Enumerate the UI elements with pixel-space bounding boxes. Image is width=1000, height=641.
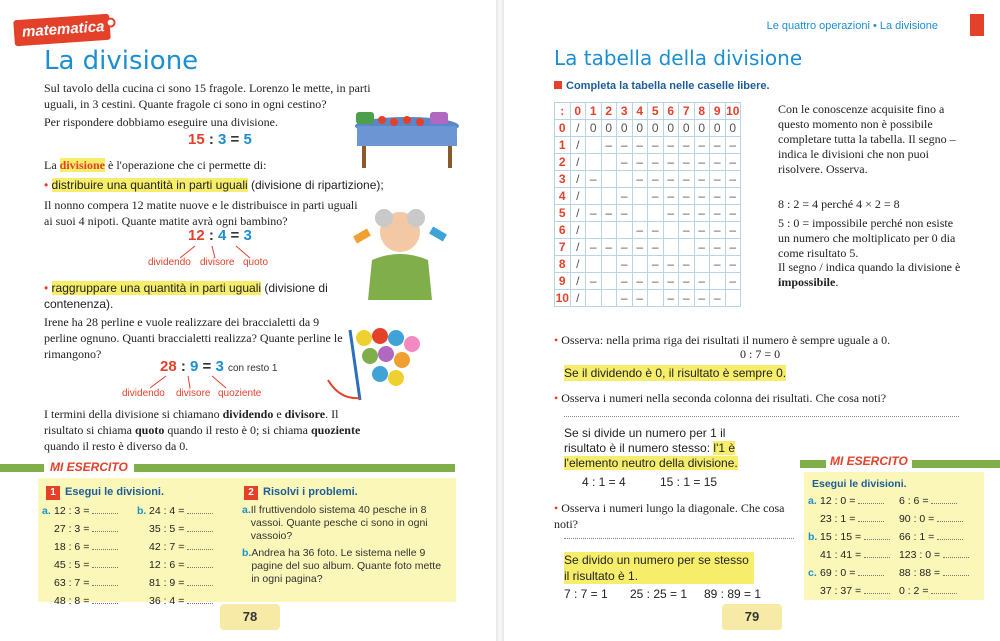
table-row-header: 3 bbox=[555, 171, 571, 188]
table-cell: 0 bbox=[617, 120, 633, 137]
observation-1-rule: Se il dividendo è 0, il risultato è sempre 0. bbox=[564, 366, 787, 380]
table-cell: / bbox=[570, 154, 586, 171]
table-col-header: 5 bbox=[648, 103, 664, 120]
table-cell: – bbox=[694, 137, 710, 154]
table-cell: – bbox=[663, 205, 679, 222]
problem-beads: Irene ha 28 perline e vuole realizzare dei braccialetti da 9 perline ognuno. Quanti braccialetti realizza? Quante perline le rimangono? bbox=[44, 315, 343, 361]
observation-2-answer: Se si divide un numero per 1 il risultato è il numero stesso: l'1 è l'elemento neutro della divisione. bbox=[564, 426, 738, 470]
table-cell: / bbox=[570, 188, 586, 205]
observation-3-eq-3: 89 : 89 = 1 bbox=[704, 587, 762, 601]
table-cell: – bbox=[694, 171, 710, 188]
table-cell: – bbox=[725, 239, 741, 256]
table-cell: 0 bbox=[663, 120, 679, 137]
table-cell: – bbox=[586, 205, 602, 222]
observation-3-eq-1: 7 : 7 = 1 bbox=[564, 587, 608, 601]
table-cell[interactable] bbox=[601, 154, 617, 171]
answer-blank[interactable] bbox=[187, 560, 213, 568]
table-cell: – bbox=[694, 273, 710, 290]
table-cell[interactable] bbox=[601, 256, 617, 273]
exercise-2-box: 2 Risolvi i problemi. a. Il fruttivendolo sistema 40 pesche in 8 vassoi. Quante pesche ci sono in ogni vassoio? b. Andrea ha 36 foto. Le sistema nelle 9 pagine del suo album. Quante foto mette in ogni pagina? bbox=[236, 478, 456, 602]
table-cell: – bbox=[617, 205, 633, 222]
answer-line[interactable] bbox=[564, 416, 959, 417]
table-cell: – bbox=[725, 171, 741, 188]
table-cell: – bbox=[601, 205, 617, 222]
table-cell[interactable] bbox=[663, 222, 679, 239]
table-cell[interactable] bbox=[586, 188, 602, 205]
table-row-header: 0 bbox=[555, 120, 571, 137]
table-cell[interactable] bbox=[601, 188, 617, 205]
table-cell[interactable] bbox=[648, 205, 664, 222]
grandfather-illustration bbox=[350, 200, 450, 300]
table-cell: – bbox=[663, 256, 679, 273]
exercise-right-box: Esegui le divisioni. a. 12 : 0 = 23 : 1 = b. 15 : 15 = 41 : 41 = c. 69 : 0 = 37 : 37 = 6 : 6 = 90 : 0 = 66 : 1 = 123 : 0 = 88 : 88 = 0 : 2 = bbox=[804, 472, 984, 600]
observation-1: • Osserva: nella prima riga dei risultati il numero è sempre uguale a 0. bbox=[554, 333, 891, 347]
observation-3-eq-2: 25 : 25 = 1 bbox=[630, 587, 688, 601]
right-page bbox=[504, 0, 1000, 641]
page-title: La divisione bbox=[44, 46, 199, 76]
exercise-right-col-left: a. 12 : 0 = 23 : 1 = b. 15 : 15 = 41 : 41 = c. 69 : 0 = 37 : 37 = bbox=[808, 492, 899, 600]
intro-note: Per rispondere dobbiamo eseguire una divisione. bbox=[44, 115, 278, 129]
table-cell[interactable] bbox=[601, 290, 617, 307]
header-marker bbox=[970, 14, 984, 36]
answer-blank[interactable] bbox=[931, 586, 957, 594]
table-cell: 0 bbox=[694, 120, 710, 137]
table-col-header: 1 bbox=[586, 103, 602, 120]
terms-paragraph: I termini della divisione si chiamano dividendo e divisore. Il risultato si chiama quoto quando il resto è 0; si chiama quoziente quando il resto è diverso da 0. bbox=[44, 407, 361, 453]
table-cell[interactable] bbox=[710, 273, 726, 290]
table-cell: – bbox=[725, 205, 741, 222]
equation-3: 28 : 9 = 3 con resto 1 bbox=[160, 358, 278, 375]
table-cell: – bbox=[663, 273, 679, 290]
beads-illustration bbox=[320, 320, 440, 410]
table-cell: – bbox=[648, 256, 664, 273]
table-cell: – bbox=[663, 171, 679, 188]
example-equation: 8 : 2 = 4 perché 4 × 2 = 8 bbox=[778, 197, 900, 211]
table-col-header: 6 bbox=[663, 103, 679, 120]
table-cell: 0 bbox=[679, 120, 695, 137]
equation-1: 15 : 3 = 5 bbox=[188, 131, 252, 148]
answer-blank[interactable] bbox=[187, 524, 213, 532]
strawberry-table-illustration bbox=[352, 104, 462, 170]
answer-blank[interactable] bbox=[187, 506, 213, 514]
table-col-header: 9 bbox=[710, 103, 726, 120]
exercise-title: MI ESERCITO bbox=[44, 460, 134, 474]
table-cell: 0 bbox=[586, 120, 602, 137]
label-quoziente: quoziente bbox=[218, 388, 262, 399]
table-cell: – bbox=[632, 171, 648, 188]
table-cell: – bbox=[601, 137, 617, 154]
table-cell[interactable] bbox=[586, 154, 602, 171]
table-cell: – bbox=[632, 290, 648, 307]
table-col-header: 4 bbox=[632, 103, 648, 120]
problem-b: Andrea ha 36 foto. Le sistema nelle 9 pagine del suo album. Quante foto mette in ogni pagina? bbox=[251, 547, 442, 585]
table-cell: – bbox=[648, 239, 664, 256]
table-cell: 0 bbox=[632, 120, 648, 137]
table-cell: – bbox=[694, 239, 710, 256]
table-cell: – bbox=[710, 137, 726, 154]
observation-3: • Osserva i numeri lungo la diagonale. Che cosa noti? bbox=[554, 501, 785, 531]
table-cell: – bbox=[694, 205, 710, 222]
table-cell: / bbox=[570, 239, 586, 256]
table-cell: – bbox=[725, 154, 741, 171]
observation-3-rule: Se divido un numero per se stesso il risultato è 1. bbox=[564, 552, 754, 584]
table-row-header: 2 bbox=[555, 154, 571, 171]
table-corner: : bbox=[555, 103, 571, 120]
table-cell: – bbox=[679, 188, 695, 205]
table-cell[interactable] bbox=[632, 256, 648, 273]
table-col-header: 0 bbox=[570, 103, 586, 120]
table-col-header: 2 bbox=[601, 103, 617, 120]
table-cell: 0 bbox=[601, 120, 617, 137]
table-cell[interactable] bbox=[601, 273, 617, 290]
table-explanation: Con le conoscenze acquisite fino a questo momento non è possibile completare tutta la tabella. Il segno – indica le divisioni che non puoi risolvere. Osserva. bbox=[778, 102, 956, 176]
table-cell: – bbox=[694, 290, 710, 307]
table-cell: – bbox=[632, 239, 648, 256]
table-row-header: 7 bbox=[555, 239, 571, 256]
table-cell: – bbox=[586, 171, 602, 188]
table-cell: – bbox=[725, 273, 741, 290]
table-cell[interactable] bbox=[679, 239, 695, 256]
table-row-header: 6 bbox=[555, 222, 571, 239]
table-cell: – bbox=[694, 222, 710, 239]
table-cell: – bbox=[694, 154, 710, 171]
table-cell: / bbox=[570, 222, 586, 239]
table-cell: – bbox=[663, 290, 679, 307]
answer-blank[interactable] bbox=[858, 568, 884, 576]
equation-2: 12 : 4 = 3 bbox=[188, 227, 252, 244]
label-dividendo-2: dividendo bbox=[122, 388, 165, 399]
table-cell: – bbox=[617, 273, 633, 290]
table-cell: / bbox=[570, 273, 586, 290]
table-cell: – bbox=[586, 239, 602, 256]
intro-paragraph: Sul tavolo della cucina ci sono 15 fragole. Lorenzo le mette, in parti uguali, in 3 cestini. Quante fragole ci sono in ogni cestino? bbox=[44, 81, 371, 111]
table-cell: – bbox=[663, 188, 679, 205]
observation-2-eq-1: 4 : 1 = 4 bbox=[582, 475, 626, 489]
division-table bbox=[554, 102, 741, 307]
table-cell: – bbox=[601, 239, 617, 256]
label-quoto: quoto bbox=[243, 257, 269, 268]
observation-2-eq-2: 15 : 1 = 15 bbox=[660, 475, 718, 489]
page-number-right: 79 bbox=[722, 604, 782, 630]
table-cell[interactable] bbox=[601, 222, 617, 239]
table-col-header: 8 bbox=[694, 103, 710, 120]
answer-blank[interactable] bbox=[858, 514, 884, 522]
bullet-contenenza: • raggruppare una quantità in parti uguali (divisione di contenenza). bbox=[44, 281, 328, 311]
table-cell: / bbox=[570, 256, 586, 273]
table-row-header: 1 bbox=[555, 137, 571, 154]
problem-a: Il fruttivendolo sistema 40 pesche in 8 vassoi. Quante pesche ci sono in ogni vassoio? bbox=[250, 504, 428, 542]
table-cell: – bbox=[710, 171, 726, 188]
table-row-header: 5 bbox=[555, 205, 571, 222]
table-cell: – bbox=[617, 239, 633, 256]
answer-blank[interactable] bbox=[937, 514, 963, 522]
observation-2: • Osserva i numeri nella seconda colonna dei risultati. Che cosa noti? bbox=[554, 391, 887, 405]
table-cell: – bbox=[648, 137, 664, 154]
table-cell: – bbox=[617, 290, 633, 307]
table-cell: – bbox=[710, 205, 726, 222]
answer-line-2[interactable] bbox=[564, 538, 794, 539]
table-cell: – bbox=[710, 256, 726, 273]
table-cell: / bbox=[570, 137, 586, 154]
label-divisore: divisore bbox=[200, 257, 235, 268]
table-cell: – bbox=[632, 222, 648, 239]
label-dividendo: dividendo bbox=[148, 257, 191, 268]
table-cell: – bbox=[663, 154, 679, 171]
table-cell: – bbox=[648, 222, 664, 239]
table-row-header: 4 bbox=[555, 188, 571, 205]
table-col-header: 7 bbox=[679, 103, 695, 120]
tag-pin-icon bbox=[105, 17, 116, 28]
table-cell: – bbox=[617, 188, 633, 205]
table-cell: – bbox=[648, 171, 664, 188]
table-cell[interactable] bbox=[648, 290, 664, 307]
table-cell[interactable] bbox=[725, 290, 741, 307]
table-cell[interactable] bbox=[632, 188, 648, 205]
table-cell: – bbox=[710, 222, 726, 239]
table-cell: – bbox=[710, 154, 726, 171]
table-cell: – bbox=[648, 188, 664, 205]
slash-explanation: Il segno / indica quando la divisione è impossibile. bbox=[778, 260, 961, 289]
table-cell: – bbox=[725, 256, 741, 273]
table-cell: – bbox=[632, 154, 648, 171]
answer-blank[interactable] bbox=[187, 578, 213, 586]
answer-blank[interactable] bbox=[92, 542, 118, 550]
table-cell: – bbox=[694, 188, 710, 205]
table-cell: 0 bbox=[648, 120, 664, 137]
table-col-header: 10 bbox=[726, 104, 740, 118]
answer-blank[interactable] bbox=[864, 532, 890, 540]
bullet-icon bbox=[554, 81, 562, 89]
table-cell: – bbox=[617, 137, 633, 154]
table-cell[interactable] bbox=[694, 256, 710, 273]
table-cell: 0 bbox=[710, 120, 726, 137]
table-instruction: Completa la tabella nelle caselle libere. bbox=[554, 80, 770, 92]
table-cell: – bbox=[679, 256, 695, 273]
section-title: La tabella della divisione bbox=[554, 46, 803, 70]
label-divisore-2: divisore bbox=[176, 388, 211, 399]
answer-blank[interactable] bbox=[864, 550, 890, 558]
impossible-explanation: 5 : 0 = impossibile perché non esiste un numero che moltiplicato per 0 dia come risultato 5. bbox=[778, 216, 956, 260]
table-row-header: 9 bbox=[555, 273, 571, 290]
table-cell[interactable] bbox=[601, 171, 617, 188]
observation-1-equation: 0 : 7 = 0 bbox=[740, 347, 781, 361]
table-cell: – bbox=[710, 188, 726, 205]
table-cell: – bbox=[586, 273, 602, 290]
table-cell[interactable] bbox=[586, 222, 602, 239]
answer-blank[interactable] bbox=[943, 568, 969, 576]
table-cell: – bbox=[679, 137, 695, 154]
table-cell[interactable] bbox=[586, 290, 602, 307]
left-page bbox=[0, 0, 496, 641]
table-cell[interactable] bbox=[617, 222, 633, 239]
table-cell: 0 bbox=[725, 120, 741, 137]
answer-blank[interactable] bbox=[92, 560, 118, 568]
table-cell[interactable] bbox=[586, 137, 602, 154]
answer-blank[interactable] bbox=[92, 596, 118, 604]
exercise-title-right: MI ESERCITO bbox=[826, 454, 912, 468]
answer-blank[interactable] bbox=[937, 532, 963, 540]
table-cell: – bbox=[632, 137, 648, 154]
table-col-header: 3 bbox=[617, 103, 633, 120]
table-cell: – bbox=[725, 137, 741, 154]
book-gutter bbox=[496, 0, 504, 641]
table-cell: – bbox=[679, 205, 695, 222]
chapter-header: Le quattro operazioni • La divisione bbox=[766, 20, 938, 32]
table-cell: – bbox=[725, 188, 741, 205]
table-cell: – bbox=[679, 222, 695, 239]
table-cell[interactable] bbox=[617, 171, 633, 188]
table-cell: / bbox=[570, 290, 586, 307]
table-cell: – bbox=[663, 137, 679, 154]
exercise-1-column-b: b. 24 : 4 = 35 : 5 = 42 : 7 = 12 : 6 = 81 : 9 = 36 : 4 = bbox=[137, 502, 237, 610]
table-cell: – bbox=[710, 239, 726, 256]
exercise-right-col-right: 6 : 6 = 90 : 0 = 66 : 1 = 123 : 0 = 88 : 88 = 0 : 2 = bbox=[899, 492, 984, 600]
answer-blank[interactable] bbox=[92, 506, 118, 514]
table-cell: – bbox=[725, 222, 741, 239]
answer-blank[interactable] bbox=[187, 542, 213, 550]
table-cell[interactable] bbox=[663, 239, 679, 256]
table-cell: – bbox=[632, 273, 648, 290]
table-cell[interactable] bbox=[632, 205, 648, 222]
table-cell: – bbox=[617, 256, 633, 273]
problem-pencils: Il nonno compera 12 matite nuove e le distribuisce in parti uguali ai suoi 4 nipoti. Quante matite avrà ogni bambino? bbox=[44, 198, 358, 228]
table-cell: – bbox=[648, 273, 664, 290]
table-cell: / bbox=[570, 171, 586, 188]
table-cell: – bbox=[679, 273, 695, 290]
table-cell: – bbox=[679, 290, 695, 307]
answer-blank[interactable] bbox=[943, 550, 969, 558]
answer-blank[interactable] bbox=[858, 496, 884, 504]
exercise-1-box: 1 Esegui le divisioni. a. 12 : 3 = 27 : 3 = 18 : 6 = 45 : 5 = 63 : 7 = 48 : 8 = b. 24 : 4 = 35 : 5 = 42 : 7 = 12 : 6 = 81 : 9 = 36 : 4 = bbox=[38, 478, 238, 602]
table-cell: – bbox=[679, 154, 695, 171]
subject-tag: matematica bbox=[13, 14, 111, 47]
table-cell[interactable] bbox=[586, 256, 602, 273]
answer-blank[interactable] bbox=[187, 596, 213, 604]
table-cell: – bbox=[710, 290, 726, 307]
table-cell: – bbox=[679, 171, 695, 188]
table-cell: – bbox=[648, 154, 664, 171]
definition-line: La divisione è l'operazione che ci permette di: bbox=[44, 158, 267, 172]
table-cell: – bbox=[617, 154, 633, 171]
page-number: 78 bbox=[220, 604, 280, 630]
answer-blank[interactable] bbox=[864, 586, 890, 594]
bullet-ripartizione: • distribuire una quantità in parti uguali (divisione di ripartizione); bbox=[44, 178, 384, 192]
table-row-header: 8 bbox=[555, 256, 571, 273]
table-cell: / bbox=[570, 205, 586, 222]
answer-blank[interactable] bbox=[931, 496, 957, 504]
exercise-1-column-a: a. 12 : 3 = 27 : 3 = 18 : 6 = 45 : 5 = 63 : 7 = 48 : 8 = bbox=[42, 502, 137, 610]
answer-blank[interactable] bbox=[92, 524, 118, 532]
answer-blank[interactable] bbox=[92, 578, 118, 586]
table-cell: / bbox=[570, 120, 586, 137]
table-row-header: 10 bbox=[555, 291, 569, 305]
